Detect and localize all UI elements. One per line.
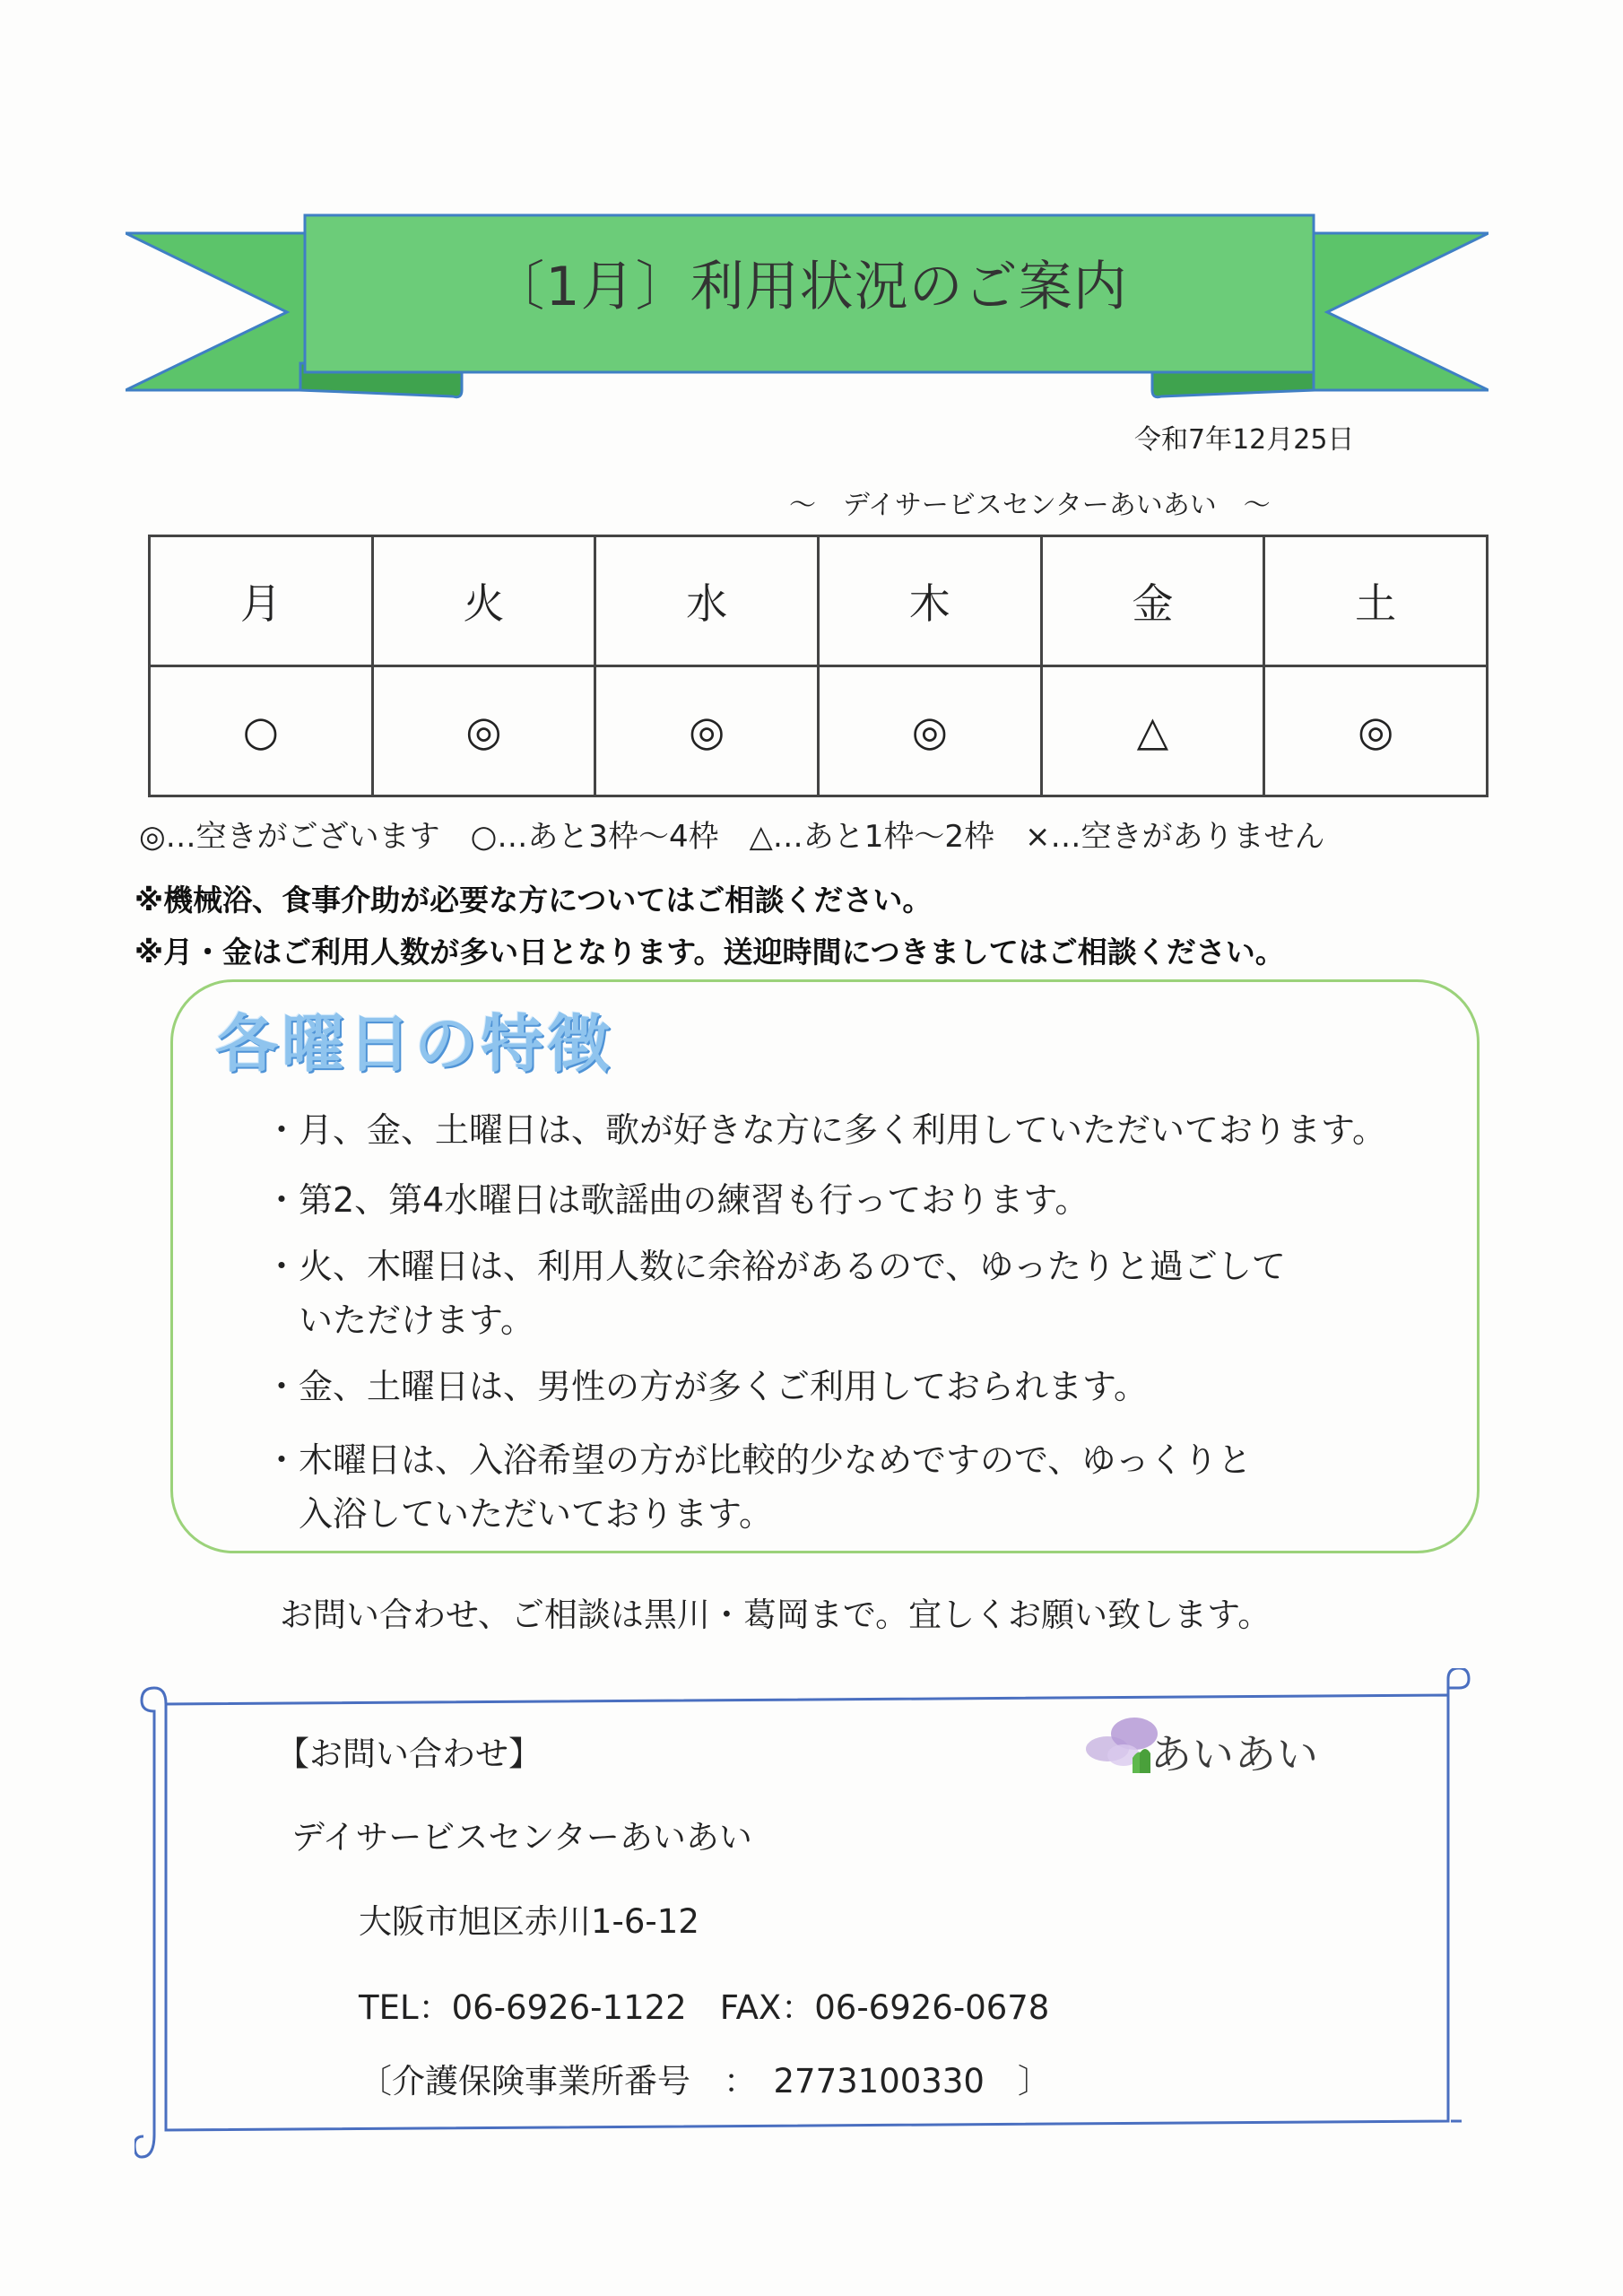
feature-item: ・火、木曜日は、利用人数に余裕があるので、ゆったりと過ごして いただけます。 — [265, 1247, 1286, 1340]
banner-title: 〔1月〕利用状況のご案内 — [490, 256, 1128, 318]
status-row — [150, 666, 1488, 796]
feature-item: ・木曜日は、入浴希望の方が比較的少なめですので、ゆっくりと 入浴していただいております。 — [265, 1440, 1252, 1534]
issue-date: 令和7年12月25日 — [1134, 424, 1355, 456]
contact-phone: TEL：06-6926-1122 FAX：06-6926-0678 — [359, 1988, 1050, 2027]
status-cell: ◎ — [1264, 666, 1488, 796]
feature-item: ・月、金、土曜日は、歌が好きな方に多く利用していただいております。 — [265, 1110, 1386, 1150]
weekday-cell: 水 — [595, 536, 819, 666]
status-cell: ○ — [150, 666, 373, 796]
facility-subtitle: ～ デイサービスセンターあいあい ～ — [789, 490, 1271, 521]
closing-message: お問い合わせ、ご相談は黒川・葛岡まで。宜しくお願い致します。 — [280, 1596, 1271, 1634]
ribbon-left-tail — [126, 233, 305, 390]
contact-license-number: 〔介護保険事業所番号 ： 2773100330 〕 — [359, 2062, 1051, 2100]
feature-item: ・金、土曜日は、男性の方が多くご利用しておられます。 — [265, 1367, 1148, 1406]
weekday-cell: 火 — [372, 536, 595, 666]
weekday-cell: 金 — [1041, 536, 1264, 666]
contact-address: 大阪市旭区赤川1-6-12 — [359, 1902, 699, 1941]
note-bathing: ※機械浴、食事介助が必要な方についてはご相談ください。 — [135, 883, 933, 918]
scroll-right-curl — [1448, 1668, 1469, 1695]
note-busy-days: ※月・金はご利用人数が多い日となります。送迎時間につきましてはご相談ください。 — [135, 935, 1285, 970]
status-cell: △ — [1041, 666, 1264, 796]
status-cell: ◎ — [595, 666, 819, 796]
weekday-row — [150, 536, 1488, 666]
weekday-cell: 木 — [818, 536, 1041, 666]
features-title: 各曜日の特徴 — [215, 1007, 613, 1081]
feature-item: ・第2、第4水曜日は歌謡曲の練習も行っております。 — [265, 1180, 1089, 1220]
schedule-table — [148, 535, 1488, 797]
scroll-left-curl — [135, 1688, 166, 2157]
ribbon-right-tail — [1309, 233, 1488, 390]
contact-heading: 【お問い合わせ】 — [276, 1735, 542, 1773]
status-cell: ◎ — [818, 666, 1041, 796]
logo-text: あいあい — [1150, 1730, 1319, 1779]
availability-legend: ◎…空きがございます ○…あと3枠～4枠 △…あと1枠～2枠 ×…空きがありません — [139, 819, 1325, 855]
status-cell: ◎ — [372, 666, 595, 796]
weekday-cell: 月 — [150, 536, 373, 666]
contact-name: デイサービスセンターあいあい — [291, 1818, 752, 1857]
weekday-cell: 土 — [1264, 536, 1488, 666]
